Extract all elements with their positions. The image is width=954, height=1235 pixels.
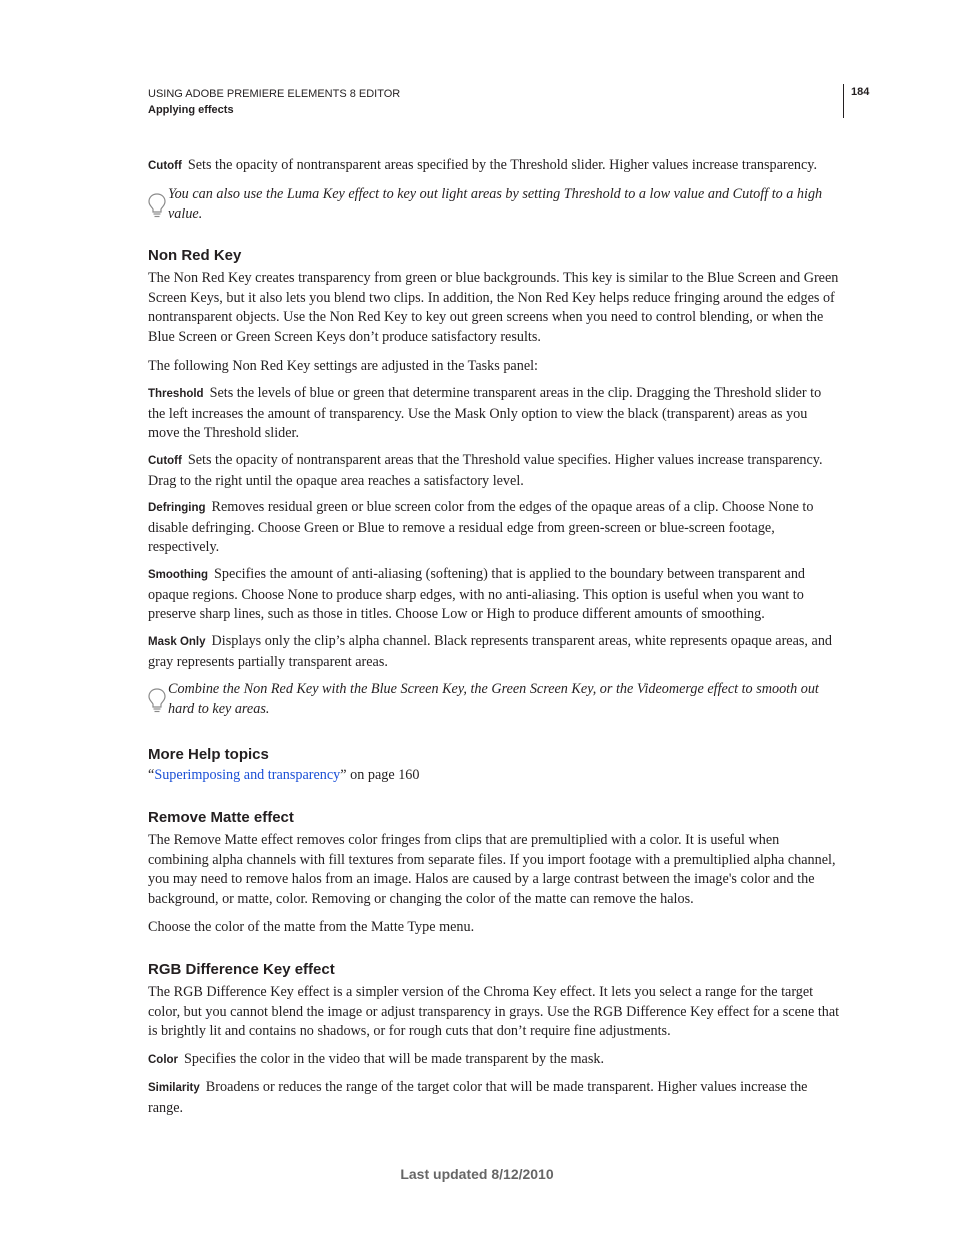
- term-threshold: Threshold: [148, 388, 204, 400]
- tip-luma-key: You can also use the Luma Key effect to key out light areas by setting Threshold to a low value and Cutoff to a high value.: [168, 186, 823, 222]
- threshold-description: Sets the levels of blue or green that determine transparent areas in the clip. Dragging the Threshold slider to the left increases the amount of transparency. Use the Mask Only option to view the black (transparent) areas as you move the Threshold slider.: [148, 385, 822, 442]
- lightbulb-icon: [148, 193, 166, 219]
- footer-last-updated: Last updated 8/12/2010: [400, 1166, 554, 1182]
- similarity-description: Broadens or reduces the range of the target color that will be made transparent. Higher values increase the range.: [148, 1079, 808, 1116]
- cutoff-description: Sets the opacity of nontransparent areas specified by the Threshold slider. Higher values increase transparency.: [187, 157, 817, 173]
- more-help-reference: [148, 766, 840, 786]
- non-red-key-intro: The Non Red Key creates transparency from green or blue backgrounds. This key is similar to the Blue Screen and Green Screen Keys, but it also lets you blend two clips. In addition, the Non Red Key helps reduce fringing around the edges of nontransparent objects. Use the Non Red Key to key out green screens when you need to control blending, or when the Blue Screen or Green Screen Keys don’t produce satisfactory results.: [148, 270, 839, 345]
- page-number: 184: [851, 86, 870, 98]
- heading-non-red-key: Non Red Key: [148, 247, 242, 264]
- tip-non-red-key: Combine the Non Red Key with the Blue Screen Key, the Green Screen Key, or the Videomerge effect to smooth out hard to key areas.: [168, 681, 819, 717]
- term-cutoff: Cutoff: [148, 160, 182, 172]
- link-superimposing-transparency[interactable]: Superimposing and transparency: [154, 767, 341, 783]
- header-divider: [843, 84, 844, 118]
- color-description: Specifies the color in the video that will be made transparent by the mask.: [184, 1051, 605, 1067]
- remove-matte-choose: Choose the color of the matte from the Matte Type menu.: [148, 919, 475, 935]
- defringing-paragraph: [148, 498, 840, 558]
- lightbulb-icon: [148, 688, 166, 714]
- defringing-description: Removes residual green or blue screen color from the edges of the opaque areas of a clip. Choose None to disable defringing. Choose Green or Blue to remove a residual edge from green-screen or blue-screen footage, respectively.: [148, 499, 814, 556]
- rgb-difference-description: The RGB Difference Key effect is a simpler version of the Chroma Key effect. It lets you select a range for the target color, but you cannot blend the image or adjust transparency in grays. Use the RGB Difference Key effect for a scene that is brightly lit and contains no shadows, or for rough cuts that don’t require fine adjustments.: [148, 984, 840, 1040]
- term-cutoff: Cutoff: [148, 455, 182, 467]
- cutoff-setting-paragraph: [148, 451, 840, 491]
- similarity-paragraph: [148, 1078, 840, 1118]
- heading-more-help: More Help topics: [148, 746, 269, 763]
- link-page-reference: ” on page 160: [340, 767, 420, 783]
- open-quote: “: [148, 767, 155, 783]
- threshold-paragraph: [148, 384, 840, 444]
- term-smoothing: Smoothing: [148, 569, 209, 581]
- term-similarity: Similarity: [148, 1082, 200, 1094]
- smoothing-description: Specifies the amount of anti-aliasing (softening) that is applied to the boundary between transparent and opaque regions. Choose None to produce sharp edges, with no anti-aliasing. This option is useful when you want to preserve sharp lines, such as those in titles. Choose Low or High to produce different amounts of smoothing.: [148, 566, 806, 623]
- cutoff-setting-description: Sets the opacity of nontransparent areas that the Threshold value specifies. Higher values increase transparency. Drag to the right until the opaque area reaches a satisfactory level.: [148, 452, 823, 489]
- non-red-key-settings-intro: The following Non Red Key settings are adjusted in the Tasks panel:: [148, 358, 539, 374]
- term-mask-only: Mask Only: [148, 636, 206, 648]
- cutoff-paragraph: [148, 156, 840, 177]
- running-header-section: Applying effects: [148, 104, 234, 116]
- color-paragraph: [148, 1050, 840, 1071]
- heading-remove-matte: Remove Matte effect: [148, 809, 294, 826]
- smoothing-paragraph: [148, 565, 840, 625]
- term-color: Color: [148, 1054, 179, 1066]
- mask-only-description: Displays only the clip’s alpha channel. Black represents transparent areas, white represents opaque areas, and gray represents partially transparent areas.: [148, 633, 833, 670]
- mask-only-paragraph: [148, 632, 840, 672]
- remove-matte-description: The Remove Matte effect removes color fringes from clips that are premultiplied with a color. It is useful when combining alpha channels with fill textures from separate files. If you import footage with a premultiplied alpha channel, you may need to remove halos from an image. Halos are caused by a large contrast between the image's color and the background, or matte, color. Removing or changing the color of the matte can remove the halos.: [148, 832, 836, 907]
- term-defringing: Defringing: [148, 502, 206, 514]
- running-header-title: USING ADOBE PREMIERE ELEMENTS 8 EDITOR: [148, 88, 401, 100]
- heading-rgb-difference-key: RGB Difference Key effect: [148, 961, 335, 978]
